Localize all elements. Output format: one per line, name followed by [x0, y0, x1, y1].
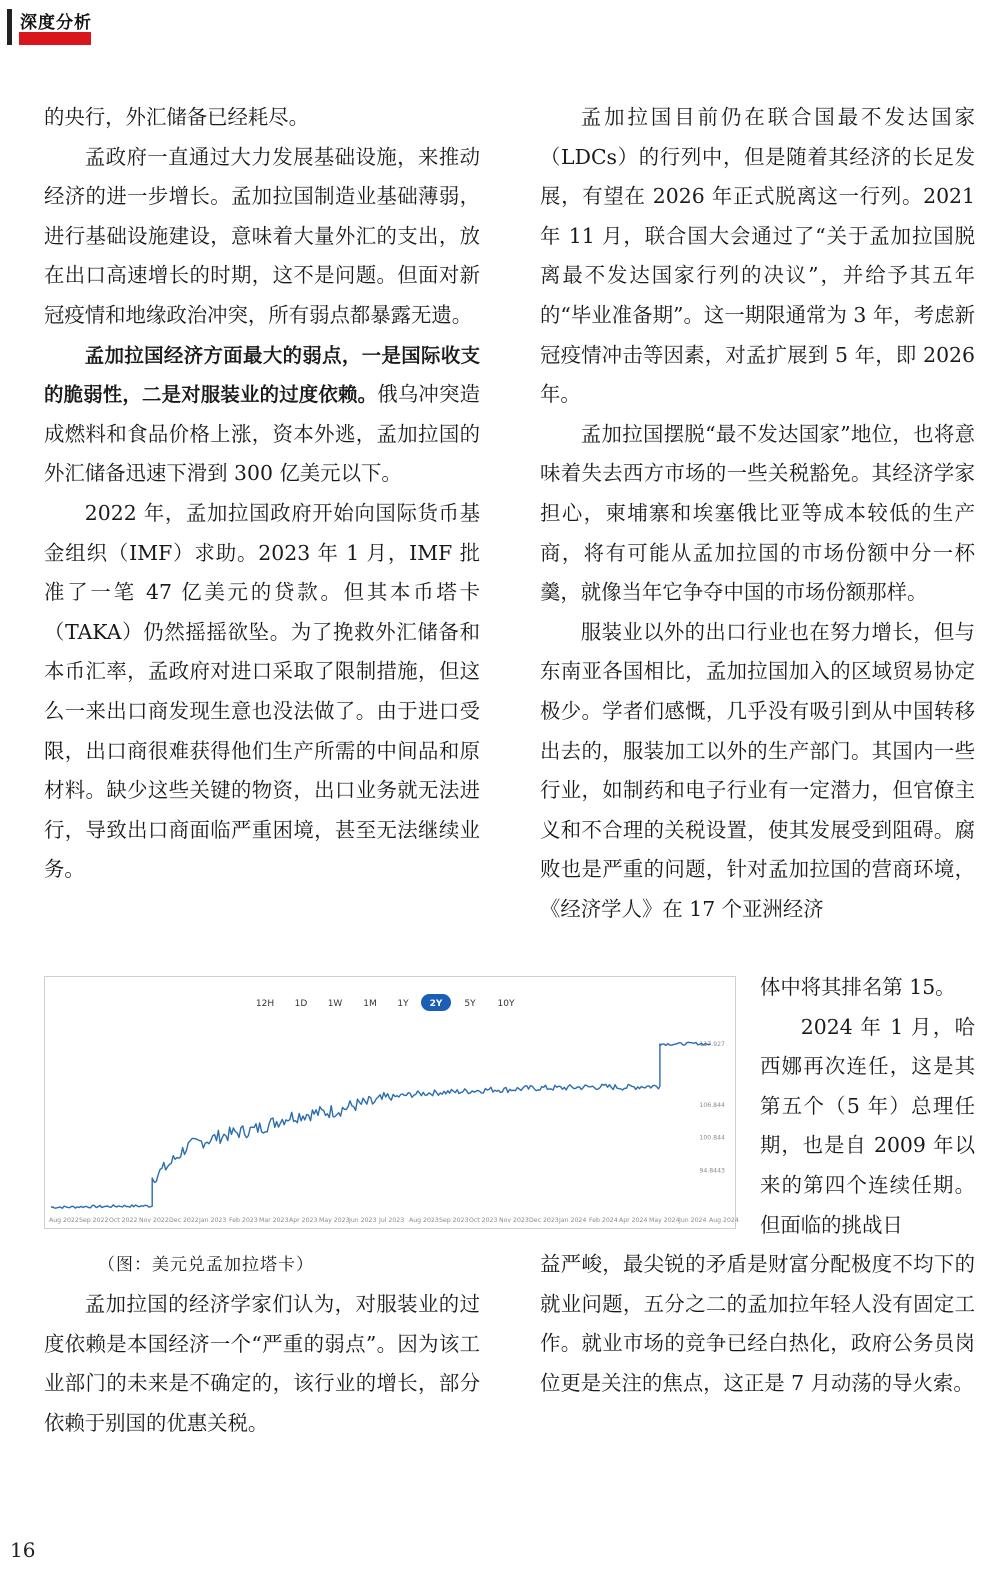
x-tick-label: Aug 2022 — [49, 1217, 79, 1224]
x-tick-label: Jul 2023 — [379, 1217, 405, 1224]
x-tick-label: Aug 2024 — [709, 1217, 739, 1224]
x-tick-label: Jun 2024 — [679, 1217, 707, 1224]
time-range-tab-2y[interactable]: 2Y — [429, 999, 443, 1009]
x-tick-label: Feb 2024 — [589, 1217, 618, 1224]
time-range-tab-1w[interactable]: 1W — [327, 999, 343, 1009]
x-tick-label: Mar 2023 — [259, 1217, 289, 1224]
time-range-tab-5y[interactable]: 5Y — [464, 999, 476, 1009]
body-paragraph: 的央行，外汇储备已经耗尽。 — [44, 105, 310, 129]
x-tick-label: Apr 2024 — [619, 1217, 648, 1224]
exchange-rate-chart — [44, 976, 739, 1229]
x-tick-label: May 2023 — [319, 1217, 350, 1224]
x-tick-label: Oct 2022 — [109, 1217, 138, 1224]
x-tick-label: Dec 2023 — [529, 1217, 559, 1224]
body-paragraph: 孟加拉国摆脱“最不发达国家”地位，也将意味着失去西方市场的一些关税豁免。其经济学家担心，柬埔寨和埃塞俄比亚等成本较低的生产商，将有可能从孟加拉国的市场份额中分一杯羹，就像当年它争夺中国的市场份额那样。 — [540, 421, 975, 605]
emphasis-bold-text: 孟加拉国经济方面最大的弱点，一是国际收支的脆弱性，二是对服装业的过度依赖。 — [44, 343, 480, 407]
x-tick-label: Sep 2022 — [79, 1217, 109, 1224]
body-paragraph-continuation: 体中将其排名第 15。 — [760, 975, 956, 999]
right-column — [540, 98, 975, 929]
header-accent-bar — [7, 9, 12, 45]
x-tick-label: Jan 2023 — [199, 1217, 227, 1224]
body-paragraph: 2024 年 1 月，哈西娜再次连任，这是其第五个（5 年）总理任期，也是自 2009 年以来的第四个连续任期。但面临的挑战日 — [760, 1014, 975, 1237]
time-range-tab-1y[interactable]: 1Y — [397, 999, 409, 1009]
header-red-band — [19, 32, 91, 45]
time-range-tab-12h[interactable]: 12H — [255, 999, 275, 1009]
y-tick-label: 106.844 — [699, 1101, 725, 1109]
body-paragraph: 服装业以外的出口行业也在努力增长，但与东南亚各国相比，孟加拉国加入的区域贸易协定极少。学者们感慨，几乎没有吸引到从中国转移出去的，服装加工以外的生产部门。其国内一些行业，如制药和电子行业有一定潜力，但官僚主义和不合理的关税设置，使其发展受到阻碍。腐败也是严重的问题，针对孟加拉国的营商环境，《经济学人》在 17 个亚洲经济 — [540, 619, 975, 921]
x-tick-label: May 2024 — [649, 1217, 680, 1224]
right-column-wrap — [760, 968, 975, 1245]
x-tick-label: Nov 2022 — [139, 1217, 169, 1224]
x-tick-label: Sep 2023 — [439, 1217, 469, 1224]
x-tick-label: Aug 2023 — [409, 1217, 439, 1224]
y-tick-label: 100.844 — [699, 1134, 725, 1142]
x-tick-label: Oct 2023 — [469, 1217, 498, 1224]
section-label: 深度分析 — [20, 13, 92, 33]
body-paragraph: 孟加拉国目前仍在联合国最不发达国家（LDCs）的行列中，但是随着其经济的长足发展，有望在 2026 年正式脱离这一行列。2021 年 11 月，联合国大会通过了“关于孟加拉国脱离最不发达国家行列的决议”，并给予其五年的“毕业准备期”。这一期限通常为 3 年，考虑新冠疫情冲击等因素，对孟扩展到 5 年，即 2026 年。 — [540, 105, 975, 407]
emphasis-paragraph — [44, 336, 480, 494]
y-tick-label: 117.927 — [699, 1040, 725, 1048]
chart-canvas — [45, 977, 739, 1228]
right-column-bottom — [540, 1245, 975, 1403]
y-tick-label: 94.8443 — [699, 1167, 725, 1175]
body-paragraph: 孟加拉国的经济学家们认为，对服装业的过度依赖是本国经济一个“严重的弱点”。因为该工业部门的未来是不确定的，该行业的增长，部分依赖于别国的优惠关税。 — [44, 1292, 480, 1435]
x-tick-label: Feb 2023 — [229, 1217, 258, 1224]
figure-caption: （图：美元兑孟加拉塔卡） — [98, 1255, 314, 1275]
left-column-bottom — [44, 1285, 480, 1443]
x-tick-label: Nov 2023 — [499, 1217, 529, 1224]
x-tick-label: Jan 2024 — [559, 1217, 587, 1224]
time-range-tab-10y[interactable]: 10Y — [497, 999, 515, 1009]
body-paragraph: 2022 年，孟加拉国政府开始向国际货币基金组织（IMF）求助。2023 年 1 月，IMF 批准了一笔 47 亿美元的贷款。但其本币塔卡（TAKA）仍然摇摇欲坠。为了挽救外汇储备和本币汇率，孟政府对进口采取了限制措施，但这么一来出口商发现生意也没法做了。由于进口受限，出口商很难获得他们生产所需的中间品和原材料。缺少这些关键的物资，出口业务就无法进行，导致出口商面临严重困境，甚至无法继续业务。 — [44, 500, 480, 882]
left-column — [44, 98, 480, 890]
body-paragraph: 孟政府一直通过大力发展基础设施，来推动经济的进一步增长。孟加拉国制造业基础薄弱，进行基础设施建设，意味着大量外汇的支出，放在出口高速增长的时期，这不是问题。但面对新冠疫情和地缘政治冲突，所有弱点都暴露无遗。 — [44, 144, 480, 327]
emphasis-rest-text: 俄乌冲突造成燃料和食品价格上涨，资本外逃，孟加拉国的外汇储备迅速下滑到 300 亿美元以下。 — [44, 382, 481, 486]
series-line-usd-bdt — [51, 1042, 711, 1208]
x-tick-label: Apr 2023 — [289, 1217, 318, 1224]
body-paragraph-continuation: 益严峻，最尖锐的矛盾是财富分配极度不均下的就业问题，五分之二的孟加拉年轻人没有固定工作。就业市场的竞争已经白热化，政府公务员岗位更是关注的焦点，这正是 7 月动荡的导火索。 — [540, 1252, 975, 1395]
x-tick-label: Dec 2022 — [169, 1217, 199, 1224]
x-tick-label: Jun 2023 — [349, 1217, 377, 1224]
time-range-tab-1d[interactable]: 1D — [294, 999, 308, 1009]
time-range-tab-1m[interactable]: 1M — [363, 999, 377, 1009]
page-number: 16 — [10, 1538, 36, 1562]
